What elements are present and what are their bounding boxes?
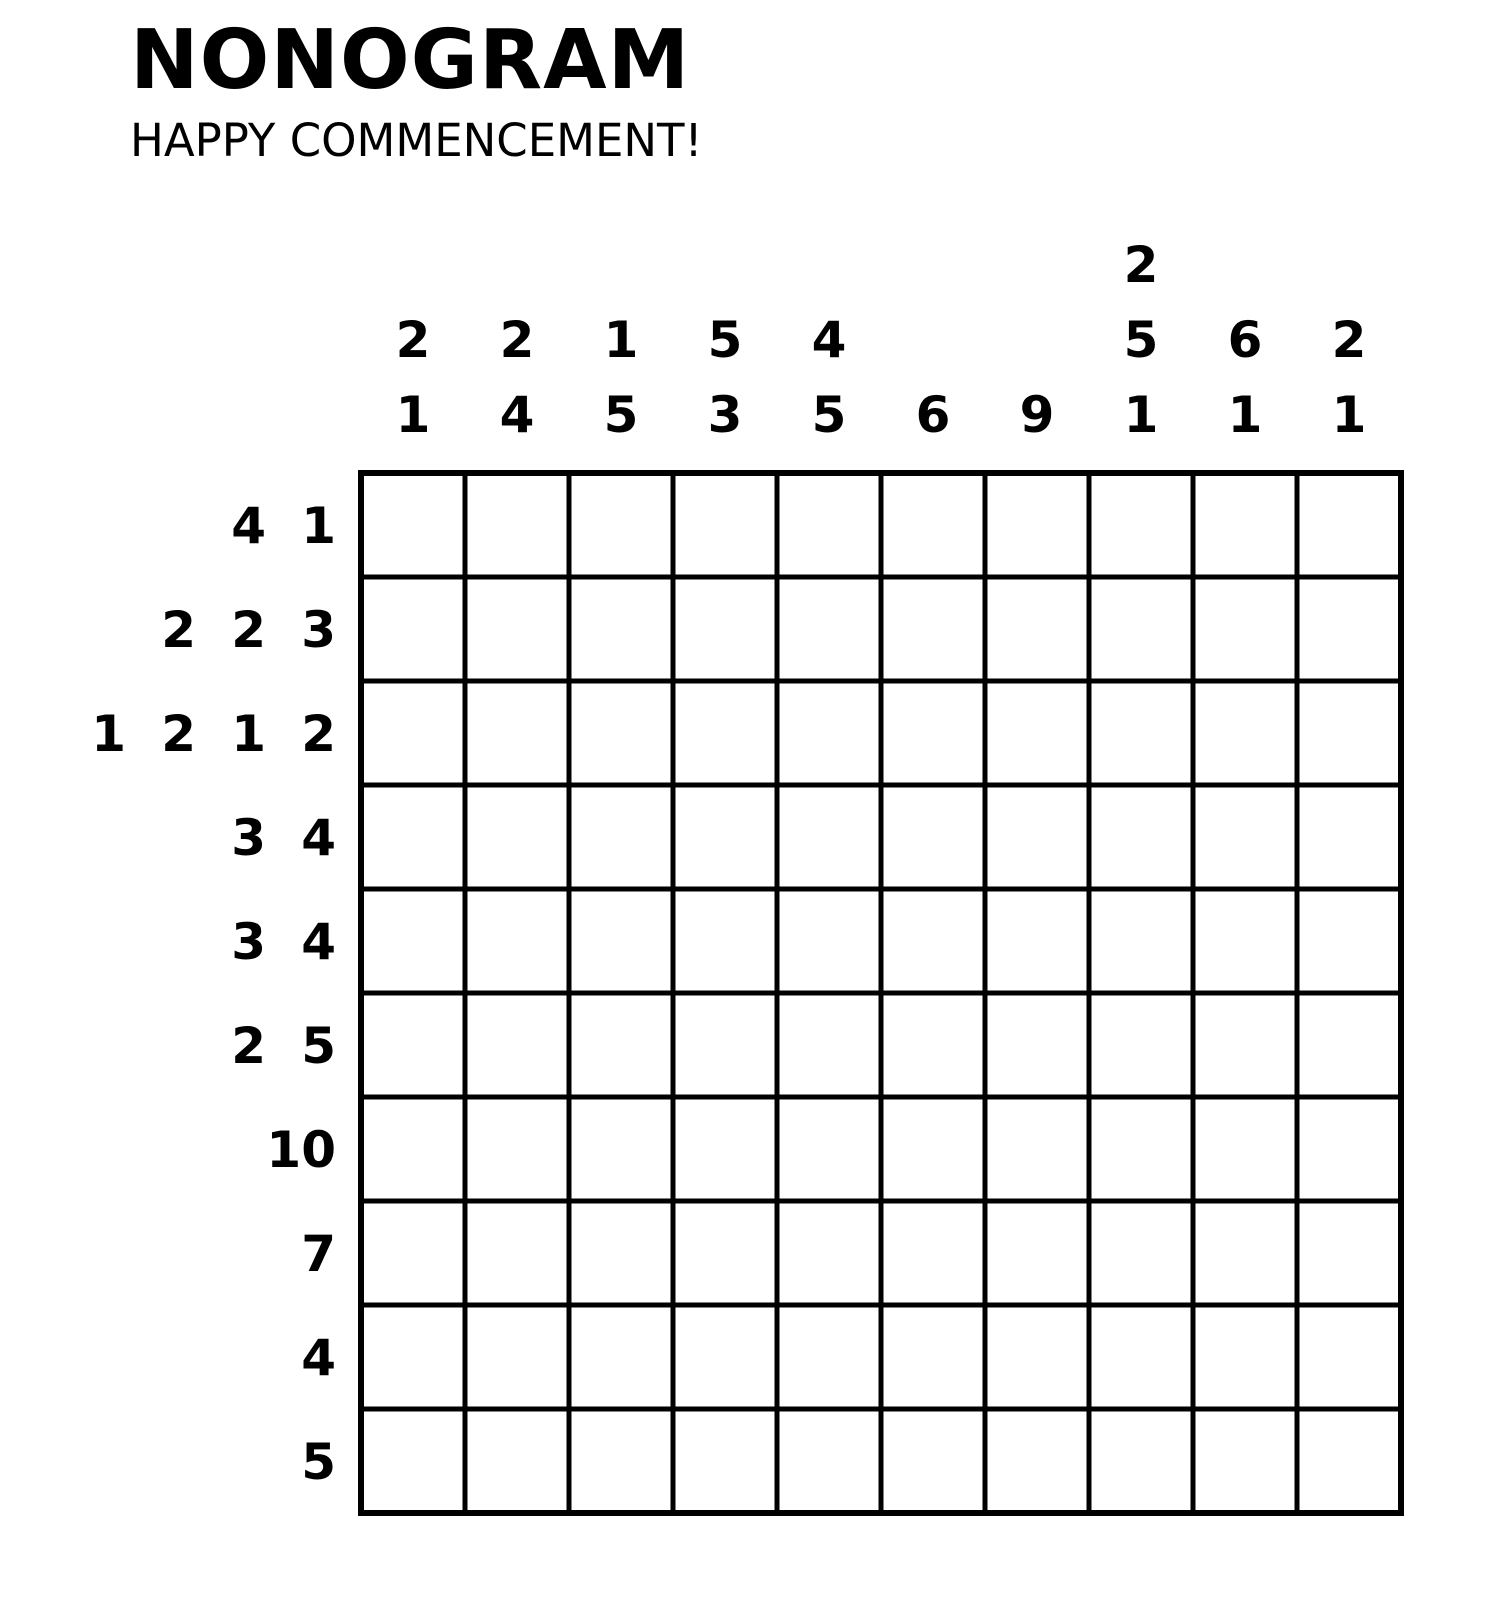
grid-cell[interactable] bbox=[881, 1409, 985, 1513]
row-clue-number: 1 bbox=[301, 497, 336, 555]
row-clue-number: 2 bbox=[161, 705, 196, 763]
puzzle-grid bbox=[361, 473, 1401, 1513]
grid-cell[interactable] bbox=[361, 1409, 465, 1513]
grid-cell[interactable] bbox=[465, 577, 569, 681]
grid-cell[interactable] bbox=[777, 785, 881, 889]
grid-cell[interactable] bbox=[465, 993, 569, 1097]
grid-cell[interactable] bbox=[1089, 785, 1193, 889]
row-clue-number: 4 bbox=[301, 1329, 336, 1387]
grid-cell[interactable] bbox=[1089, 1305, 1193, 1409]
grid-cell[interactable] bbox=[569, 1201, 673, 1305]
grid-cell[interactable] bbox=[1297, 681, 1401, 785]
grid-cell[interactable] bbox=[465, 1097, 569, 1201]
row-clues bbox=[91, 497, 336, 1491]
grid-cell[interactable] bbox=[985, 473, 1089, 577]
puzzle-subtitle: HAPPY COMMENCEMENT! bbox=[130, 114, 703, 167]
column-clue-number: 5 bbox=[1123, 311, 1159, 369]
grid-cell[interactable] bbox=[777, 889, 881, 993]
grid-cell[interactable] bbox=[361, 993, 465, 1097]
column-clue-number: 3 bbox=[707, 386, 743, 444]
grid-cell[interactable] bbox=[1297, 577, 1401, 681]
grid-cell[interactable] bbox=[673, 681, 777, 785]
grid-cell[interactable] bbox=[1193, 577, 1297, 681]
row-clue-number: 3 bbox=[301, 601, 336, 659]
column-clue-number: 6 bbox=[915, 386, 951, 444]
column-clue-number: 6 bbox=[1227, 311, 1263, 369]
grid-cell[interactable] bbox=[1297, 785, 1401, 889]
grid-cell[interactable] bbox=[777, 1097, 881, 1201]
grid-cell[interactable] bbox=[569, 473, 673, 577]
grid-cell[interactable] bbox=[881, 577, 985, 681]
column-clue-number: 9 bbox=[1019, 386, 1055, 444]
row-clue-number: 4 bbox=[231, 497, 266, 555]
grid-cell[interactable] bbox=[569, 577, 673, 681]
grid-cell[interactable] bbox=[881, 681, 985, 785]
grid-cell[interactable] bbox=[1089, 1409, 1193, 1513]
grid-cell[interactable] bbox=[1193, 681, 1297, 785]
grid-cell[interactable] bbox=[881, 889, 985, 993]
grid-cell[interactable] bbox=[1089, 889, 1193, 993]
grid-cell[interactable] bbox=[881, 1305, 985, 1409]
grid-cell[interactable] bbox=[673, 993, 777, 1097]
row-clue-number: 10 bbox=[266, 1121, 336, 1179]
grid-cell[interactable] bbox=[465, 785, 569, 889]
grid-cell[interactable] bbox=[1297, 473, 1401, 577]
grid-cell[interactable] bbox=[569, 785, 673, 889]
row-clue-number: 7 bbox=[301, 1225, 336, 1283]
grid-cell[interactable] bbox=[673, 1097, 777, 1201]
grid-cell[interactable] bbox=[361, 889, 465, 993]
grid-cell[interactable] bbox=[361, 577, 465, 681]
grid-cell[interactable] bbox=[361, 681, 465, 785]
grid-cell[interactable] bbox=[673, 577, 777, 681]
grid-cell[interactable] bbox=[985, 681, 1089, 785]
grid-cell[interactable] bbox=[465, 1201, 569, 1305]
column-clue-number: 2 bbox=[499, 311, 535, 369]
row-clue-number: 4 bbox=[301, 913, 336, 971]
grid-cell[interactable] bbox=[1193, 1201, 1297, 1305]
grid-cell[interactable] bbox=[361, 1305, 465, 1409]
grid-cell[interactable] bbox=[1089, 681, 1193, 785]
grid-cell[interactable] bbox=[985, 1409, 1089, 1513]
grid-cell[interactable] bbox=[465, 681, 569, 785]
grid-cell[interactable] bbox=[1297, 1097, 1401, 1201]
grid-cell[interactable] bbox=[673, 1305, 777, 1409]
grid-cell[interactable] bbox=[1297, 889, 1401, 993]
column-clue-number: 4 bbox=[499, 386, 535, 444]
column-clues bbox=[396, 236, 1367, 444]
grid-cell[interactable] bbox=[777, 1201, 881, 1305]
column-clue-number: 2 bbox=[1123, 236, 1159, 294]
grid-cell[interactable] bbox=[1193, 993, 1297, 1097]
column-clue-number: 1 bbox=[1123, 386, 1159, 444]
grid-cell[interactable] bbox=[361, 785, 465, 889]
grid-cell[interactable] bbox=[465, 473, 569, 577]
grid-cell[interactable] bbox=[985, 1305, 1089, 1409]
row-clue-number: 5 bbox=[301, 1017, 336, 1075]
grid-cell[interactable] bbox=[985, 577, 1089, 681]
column-clue-number: 4 bbox=[811, 311, 847, 369]
column-clue-number: 2 bbox=[1331, 311, 1367, 369]
grid-cell[interactable] bbox=[985, 785, 1089, 889]
row-clue-number: 2 bbox=[231, 1017, 266, 1075]
grid-cell[interactable] bbox=[985, 889, 1089, 993]
grid-cell[interactable] bbox=[881, 785, 985, 889]
grid-cell[interactable] bbox=[673, 1409, 777, 1513]
column-clue-number: 1 bbox=[603, 311, 639, 369]
grid-cell[interactable] bbox=[881, 1201, 985, 1305]
grid-cell[interactable] bbox=[673, 889, 777, 993]
row-clue-number: 3 bbox=[231, 913, 266, 971]
grid-cell[interactable] bbox=[361, 473, 465, 577]
grid-cell[interactable] bbox=[465, 889, 569, 993]
grid-cell[interactable] bbox=[1193, 473, 1297, 577]
grid-cell[interactable] bbox=[881, 993, 985, 1097]
grid-cell[interactable] bbox=[985, 993, 1089, 1097]
grid-cell[interactable] bbox=[1193, 1409, 1297, 1513]
grid-cell[interactable] bbox=[881, 473, 985, 577]
grid-cell[interactable] bbox=[569, 993, 673, 1097]
column-clue-number: 5 bbox=[707, 311, 743, 369]
row-clue-number: 2 bbox=[161, 601, 196, 659]
grid-cell[interactable] bbox=[1193, 1305, 1297, 1409]
grid-cell[interactable] bbox=[569, 1305, 673, 1409]
grid-cell[interactable] bbox=[777, 1305, 881, 1409]
grid-cell[interactable] bbox=[1089, 577, 1193, 681]
grid-cell[interactable] bbox=[1089, 993, 1193, 1097]
grid-cell[interactable] bbox=[569, 681, 673, 785]
grid-cell[interactable] bbox=[1193, 889, 1297, 993]
row-clue-number: 4 bbox=[301, 809, 336, 867]
grid-cell[interactable] bbox=[569, 1097, 673, 1201]
grid-cell[interactable] bbox=[673, 785, 777, 889]
column-clue-number: 5 bbox=[811, 386, 847, 444]
grid-cell[interactable] bbox=[673, 473, 777, 577]
grid-cell[interactable] bbox=[1089, 1097, 1193, 1201]
grid-cell[interactable] bbox=[361, 1097, 465, 1201]
grid-cell[interactable] bbox=[1089, 473, 1193, 577]
grid-cell[interactable] bbox=[1089, 1201, 1193, 1305]
grid-cell[interactable] bbox=[1297, 1305, 1401, 1409]
grid-cell[interactable] bbox=[673, 1201, 777, 1305]
grid-cell[interactable] bbox=[777, 681, 881, 785]
grid-cell[interactable] bbox=[777, 577, 881, 681]
row-clue-number: 1 bbox=[231, 705, 266, 763]
column-clue-number: 1 bbox=[395, 386, 431, 444]
grid-cell[interactable] bbox=[985, 1097, 1089, 1201]
grid-cell[interactable] bbox=[1297, 1201, 1401, 1305]
grid-cell[interactable] bbox=[1297, 1409, 1401, 1513]
grid-cell[interactable] bbox=[465, 1305, 569, 1409]
row-clue-number: 2 bbox=[231, 601, 266, 659]
grid-cell[interactable] bbox=[1193, 1097, 1297, 1201]
grid-cell[interactable] bbox=[465, 1409, 569, 1513]
grid-cell[interactable] bbox=[1193, 785, 1297, 889]
row-clue-number: 5 bbox=[301, 1433, 336, 1491]
grid-cell[interactable] bbox=[777, 473, 881, 577]
grid-cell[interactable] bbox=[569, 1409, 673, 1513]
row-clue-number: 3 bbox=[231, 809, 266, 867]
puzzle-title: NONOGRAM bbox=[130, 13, 691, 108]
grid-cell[interactable] bbox=[1297, 993, 1401, 1097]
grid-cell[interactable] bbox=[777, 993, 881, 1097]
grid-cell[interactable] bbox=[881, 1097, 985, 1201]
column-clue-number: 1 bbox=[1331, 386, 1367, 444]
grid-cell[interactable] bbox=[777, 1409, 881, 1513]
column-clue-number: 2 bbox=[395, 311, 431, 369]
grid-cell[interactable] bbox=[569, 889, 673, 993]
grid-cell[interactable] bbox=[985, 1201, 1089, 1305]
grid-cell[interactable] bbox=[361, 1201, 465, 1305]
column-clue-number: 1 bbox=[1227, 386, 1263, 444]
row-clue-number: 2 bbox=[301, 705, 336, 763]
row-clue-number: 1 bbox=[91, 705, 126, 763]
column-clue-number: 5 bbox=[603, 386, 639, 444]
